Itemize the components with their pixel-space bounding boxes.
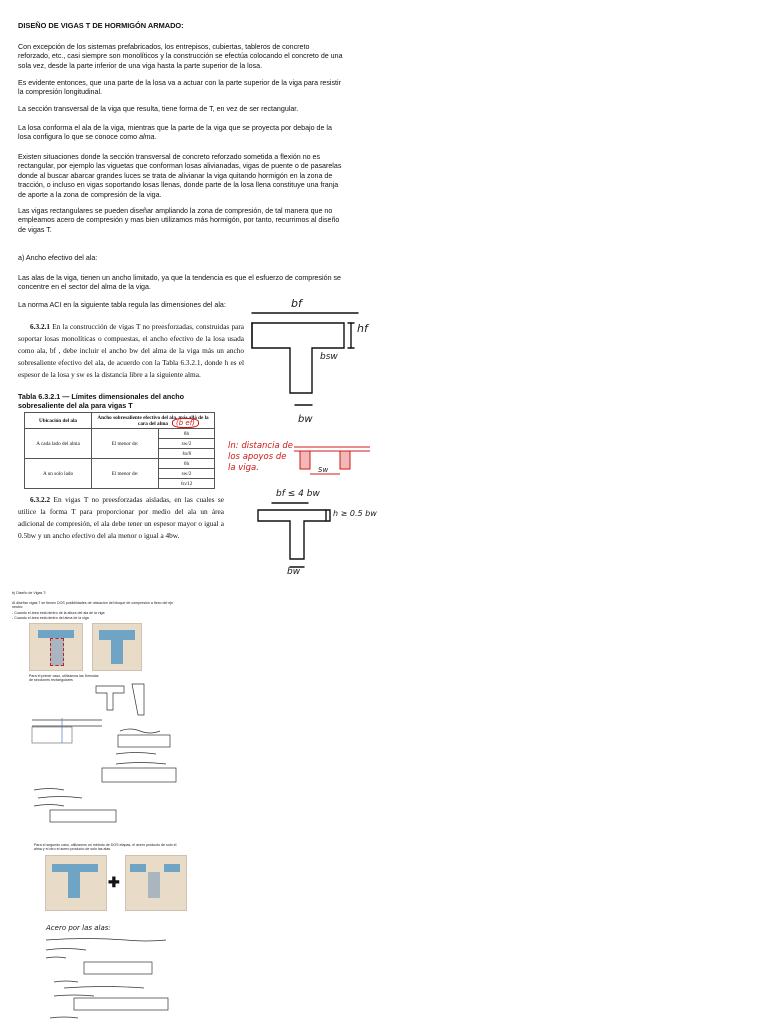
aci-clause-6-3-2-1	[18, 321, 244, 381]
acero-alas-heading: Acero por las alas:	[46, 924, 111, 932]
case-2-text: - Cuando el área está dentro del alma de la viga	[12, 616, 89, 620]
table-cell: ℓn/12	[159, 479, 215, 489]
handwritten-derivation	[28, 680, 198, 830]
beam-photo-case-1	[29, 623, 83, 671]
beam-photo-case-2	[92, 623, 142, 671]
annotation-ln: ln: distancia de los apoyos de la viga.	[228, 441, 293, 473]
annotation-bf-le: bf ≤ 4 bw	[276, 489, 320, 499]
slab-sketch	[292, 440, 372, 480]
handwritten-flange-derivation	[44, 932, 204, 1024]
annotation-bsw: bsw	[320, 352, 338, 362]
paragraph: Las vigas rectangulares se pueden diseñar ampliando la zona de compresión, de tal manera que no empleamos acero de compresión y mas bien utilizamos más hormigón, por tanto, recurrimos al diseño de vigas T.	[18, 207, 340, 234]
document-title: DISEÑO DE VIGAS T DE HORMIGÓN ARMADO:	[18, 21, 184, 30]
annotation-bf: bf	[291, 297, 302, 310]
annotation-hf: hf	[357, 322, 368, 335]
section-b-intro: Al diseñar vigas T se tienen DOS posibilidades de ubicación del bloque de compresión a flexo del eje neutro:	[12, 601, 174, 610]
table-title: Tabla 6.3.2.1 — Límites dimensionales del ancho sobresaliente del ala para vigas T	[18, 392, 185, 410]
table-cell: El menor de:	[92, 459, 159, 489]
table-cell: 6h	[159, 459, 215, 469]
paragraph: Existen situaciones donde la sección transversal de concreto reforzado sometida a flexión no es rectangular, por ejemplo las viguetas que conforman losas alivianadas, vigas de puente o de pasarelas donde al buscar abarcar grandes luces se trata de alivianar la viga quitando hormigón en la zona de tracción, o incluso en vigas soportando losas llenas, donde parte de la losa llena constituye una franja de aporte a la zona de compresión de la viga.	[18, 153, 342, 199]
paragraph: Es evidente entonces, que una parte de la losa va a actuar con la parte superior de la viga para resistir la compresión longitudinal.	[18, 79, 341, 97]
case-1-text: - Cuando el área está dentro de la altura del ala de la viga	[12, 611, 105, 615]
beam-photo-web	[45, 855, 107, 911]
second-case-text: Para el segundo caso, utilizamos un método de DOS etapas, el acero producto de solo el alma y el otro el acero producto de solo las alas	[34, 843, 177, 852]
clause-number: 6.3.2.1	[30, 322, 51, 331]
clause-number: 6.3.2.2	[30, 495, 51, 504]
aci-clause-6-3-2-2	[18, 494, 224, 542]
annotation-bw: bw	[287, 567, 301, 577]
annotation-h-ge: h ≥ 0.5 bw	[333, 509, 377, 518]
paragraph: La sección transversal de la viga que resulta, tiene forma de T, en vez de ser rectangular.	[18, 105, 299, 113]
section-b-heading: b) Diseño de Vigas T:	[12, 591, 47, 595]
plus-icon: ✚	[108, 874, 120, 890]
table-header: Ancho sobresaliente efectivo del ala, más allá de la cara del alma	[92, 413, 215, 429]
beam-photo-flanges	[125, 855, 187, 911]
table-cell: A un solo lado	[25, 459, 92, 489]
paragraph-text: La losa conforma el ala de la viga, mientras que la parte de la viga que se proyecta por debajo de la losa configura lo que se conoce como	[18, 124, 332, 142]
paragraph: Las alas de la viga, tienen un ancho limitado, ya que la tendencia es que el esfuerzo de compresión se concentre en el sector del alma de la viga.	[18, 274, 341, 292]
annotation-bef: (b ef)	[172, 418, 199, 428]
table-cell: sw/2	[159, 439, 215, 449]
first-case-text: Para el primer caso, utilizamos las fórmulas de secciones rectangulares	[29, 674, 99, 683]
clause-text: En vigas T no preesforzadas aisladas, en las cuales se utilice la forma T para proporcionar por medio del ala un área adicional de compresión, el ala debe tener un espesor mayor o igual a 0.5bw y un ancho efectivo del ala menor o igual a 4bw.	[18, 495, 225, 540]
table-header: Ubicación del ala	[25, 413, 92, 429]
table-cell: sw/2	[159, 469, 215, 479]
t-section-sketch	[240, 292, 380, 417]
paragraph: Con excepción de los sistemas prefabricados, los entrepisos, cubiertas, tableros de concreto reforzado, etc., casi siempre son monolíticos y la construcción se efectúa colocando el concreto de una sola vez, desde la parte inferior de una viga hasta la parte superior de la losa.	[18, 43, 343, 70]
annotation-sw: Sw	[318, 466, 329, 474]
clause-text: En la construcción de vigas T no preesforzadas, construidas para soportar losas monolíticas o compuestas, el ancho efectivo de la losa usada como ala, bf , debe incluir el ancho bw del alma de la viga más un ancho sobresaliente efectivo del ala, de acuerdo con la Tabla 6.3.2.1, donde h es el espesor de la losa y sw es la distancia libre a la siguiente alma.	[18, 322, 245, 379]
emphasis: alma.	[139, 133, 157, 142]
paragraph: La norma ACI en la siguiente tabla regula las dimensiones del ala:	[18, 301, 226, 309]
section-a-heading: a) Ancho efectivo del ala:	[18, 254, 98, 262]
annotation-bw: bw	[298, 414, 313, 425]
paragraph	[18, 124, 343, 143]
table-cell: ℓn/8	[159, 449, 215, 459]
table-cell: A cada lado del alma	[25, 429, 92, 459]
table-cell: El menor de:	[92, 429, 159, 459]
table-cell: 8h	[159, 429, 215, 439]
